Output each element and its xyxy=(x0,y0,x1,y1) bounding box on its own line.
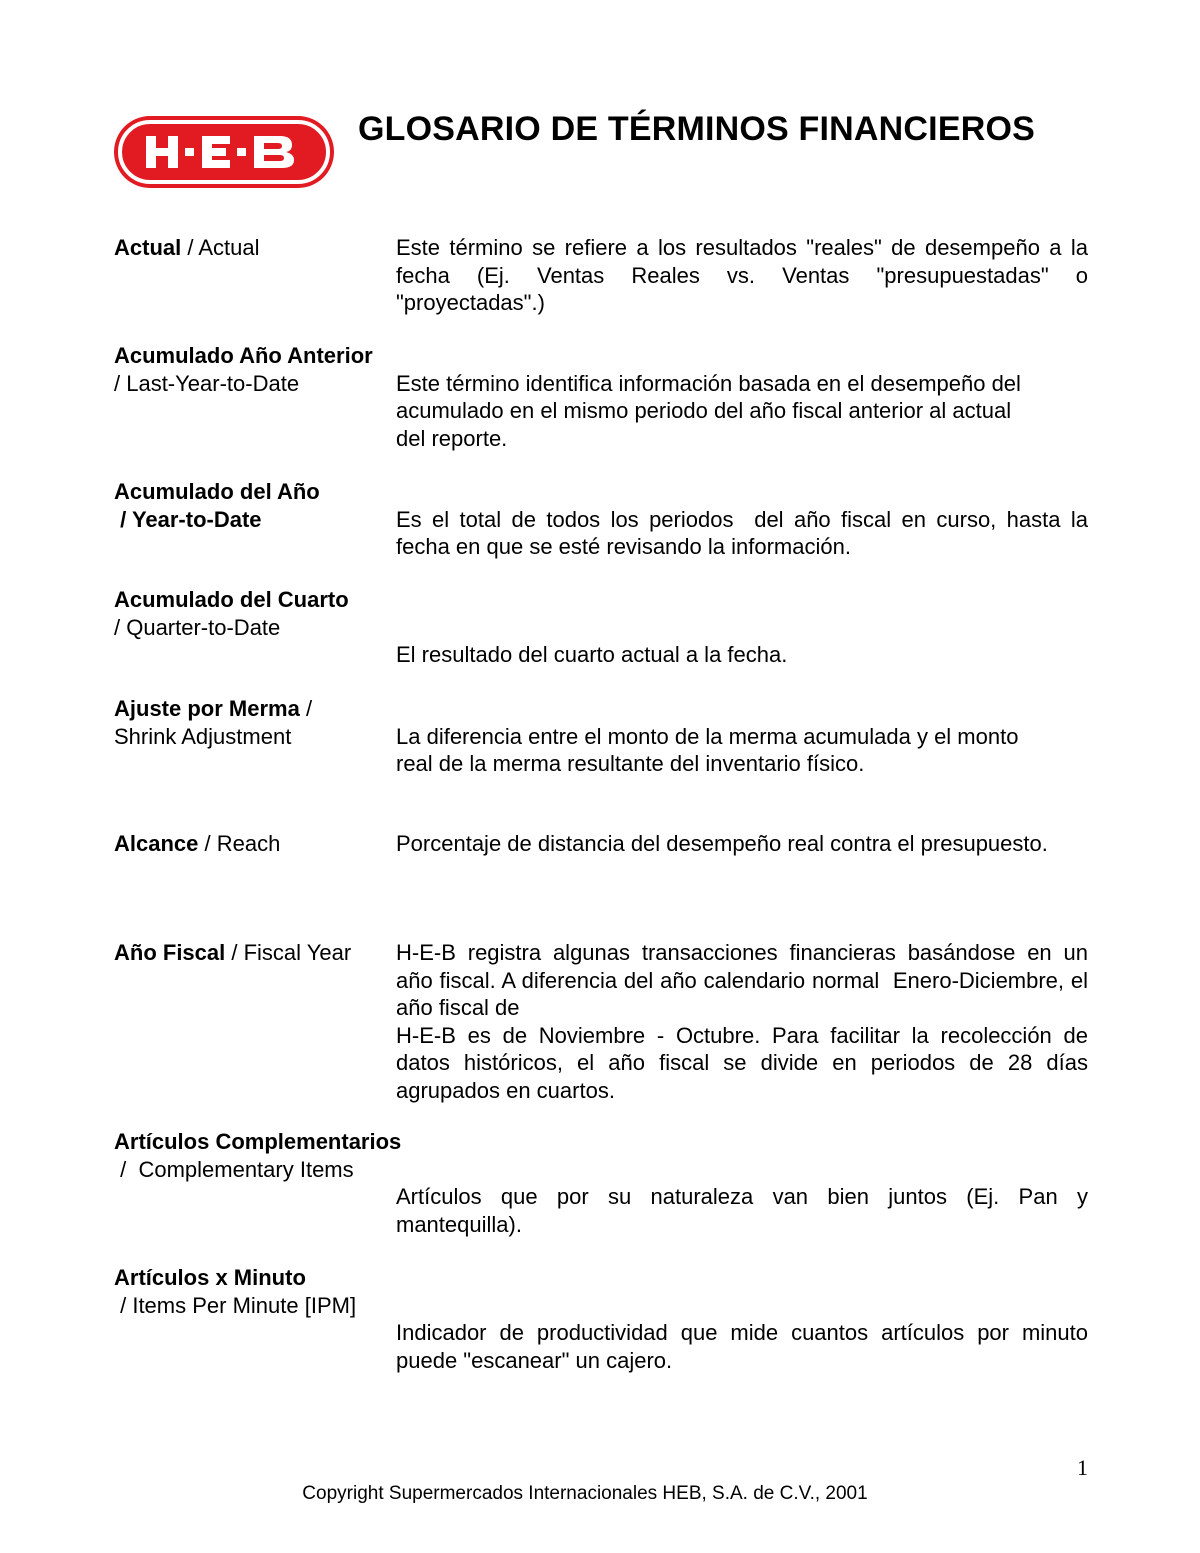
definition xyxy=(396,370,1088,453)
term-english: / Complementary Items xyxy=(114,1156,354,1182)
term-separator: / xyxy=(299,696,313,721)
term xyxy=(114,478,414,533)
term xyxy=(114,342,414,397)
definition-line: La diferencia entre el monto de la merma acumulada y el monto xyxy=(396,723,1019,749)
definition: Porcentaje de distancia del desempeño real contra el presupuesto. xyxy=(396,831,1048,856)
definition: Indicador de productividad que mide cuantos artículos por minuto puede "escanear" un cajero. xyxy=(396,1320,1088,1373)
term-english: / Fiscal Year xyxy=(225,940,352,965)
term-spanish: Acumulado Año Anterior xyxy=(114,343,373,368)
term-spanish: Alcance xyxy=(114,831,199,856)
term-english: / Quarter-to-Date xyxy=(114,614,281,640)
definition: Este término se refiere a los resultados "reales" de desempeño a la fecha (Ej. Ventas Reales vs. Ventas "presupuestadas" o "proyectadas".) xyxy=(396,235,1088,315)
term xyxy=(114,586,414,641)
term xyxy=(114,695,414,750)
definition-paragraph: H-E-B es de Noviembre - Octubre. Para facilitar la recolección de datos históricos, el año fiscal se divide en periodos de 28 días agrupados en cuartos. xyxy=(396,1022,1088,1103)
term-spanish: Año Fiscal xyxy=(114,940,226,965)
term xyxy=(114,830,414,858)
term-english: / Year-to-Date xyxy=(114,506,262,532)
definition-line: acumulado en el mismo periodo del año fiscal anterior al actual xyxy=(396,398,1012,423)
term-spanish: Actual xyxy=(114,235,182,260)
definition xyxy=(396,939,1095,1104)
term-english: / Items Per Minute [IPM] xyxy=(114,1292,357,1318)
term-english: / Last-Year-to-Date xyxy=(114,370,300,396)
page-title: GLOSARIO DE TÉRMINOS FINANCIEROS xyxy=(358,110,1035,148)
term-english: / Reach xyxy=(198,831,281,856)
term-spanish: Artículos Complementarios xyxy=(114,1129,402,1154)
definition-paragraph: H-E-B registra algunas transacciones financieras basándose en un año fiscal. A diferencia del año calendario normal Enero-Diciembre, el año fiscal de xyxy=(396,940,1095,1020)
definition: El resultado del cuarto actual a la fecha. xyxy=(396,642,788,667)
term-english: / Actual xyxy=(181,235,260,260)
term-spanish: Acumulado del Año xyxy=(114,479,320,504)
definition-line: del reporte. xyxy=(396,425,508,451)
term xyxy=(114,939,414,967)
definition: Es el total de todos los periodos del año fiscal en curso, hasta la fecha en que se esté revisando la información. xyxy=(396,506,1095,559)
definition xyxy=(396,723,1088,778)
definition-line: real de la merma resultante del inventario físico. xyxy=(396,751,865,776)
term xyxy=(114,1264,414,1319)
definition-line: Este término identifica información basada en el desempeño del xyxy=(396,370,1021,396)
term xyxy=(114,234,414,262)
term-spanish: Artículos x Minuto xyxy=(114,1265,306,1290)
page-number: 1 xyxy=(1077,1455,1088,1480)
term-spanish: Ajuste por Merma xyxy=(114,696,300,721)
copyright-footer: Copyright Supermercados Internacionales HEB, S.A. de C.V., 2001 xyxy=(302,1483,868,1504)
term xyxy=(114,1128,414,1183)
term-english: Shrink Adjustment xyxy=(114,723,292,749)
term-spanish: Acumulado del Cuarto xyxy=(114,587,349,612)
definition: Artículos que por su naturaleza van bien juntos (Ej. Pan y mantequilla). xyxy=(396,1184,1088,1237)
heb-logo xyxy=(112,114,336,190)
